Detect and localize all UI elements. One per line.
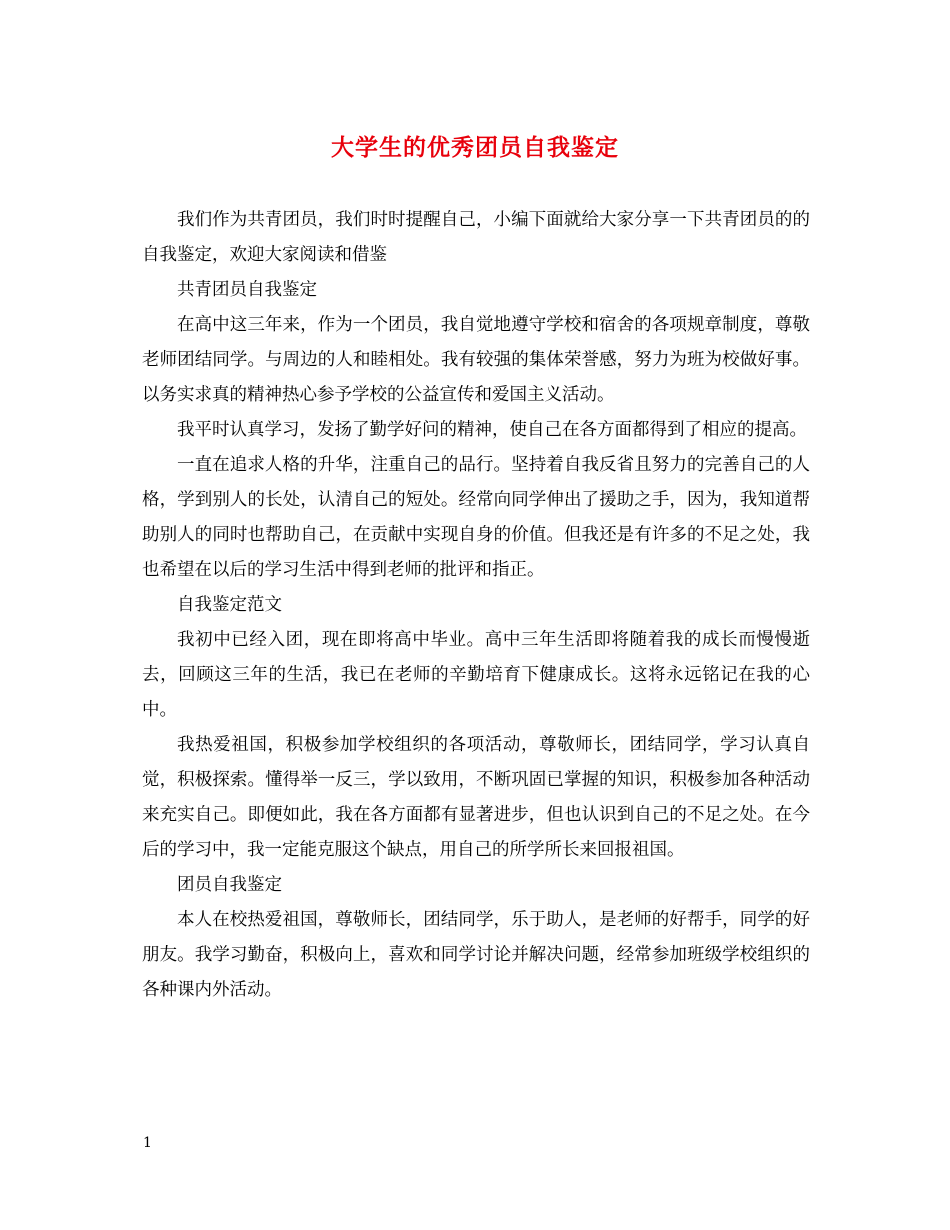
section-heading-2: 自我鉴定范文 <box>177 595 282 615</box>
section-heading-3: 团员自我鉴定 <box>177 875 282 895</box>
page-number: 1 <box>143 1135 152 1151</box>
document-title: 大学生的优秀团员自我鉴定 <box>331 134 619 161</box>
paragraph: 我热爱祖国，积极参加学校组织的各项活动，尊敬师长，团结同学，学习认真自觉，积极探索。懂得举一反三，学以致用，不断巩固已掌握的知识，积极参加各种活动来充实自己。即便如此，我在各方面都有显著进步，但也认识到自己的不足之处。在今后的学习中，我一定能克服这个缺点，用自己的所学所长来回报祖国。 <box>142 735 810 860</box>
section-heading-1: 共青团员自我鉴定 <box>177 280 317 300</box>
document-body <box>142 203 810 1008</box>
paragraph: 我平时认真学习，发扬了勤学好问的精神，使自己在各方面都得到了相应的提高。 <box>177 420 807 440</box>
paragraph: 我初中已经入团，现在即将高中毕业。高中三年生活即将随着我的成长而慢慢逝去，回顾这三年的生活，我已在老师的辛勤培育下健康成长。这将永远铭记在我的心中。 <box>142 630 810 720</box>
paragraph-intro: 我们作为共青团员，我们时时提醒自己，小编下面就给大家分享一下共青团员的的自我鉴定，欢迎大家阅读和借鉴 <box>142 210 810 265</box>
paragraph: 一直在追求人格的升华，注重自己的品行。坚持着自我反省且努力的完善自己的人格，学到别人的长处，认清自己的短处。经常向同学伸出了援助之手，因为，我知道帮助别人的同时也帮助自己，在贡献中实现自身的价值。但我还是有许多的不足之处，我也希望在以后的学习生活中得到老师的批评和指正。 <box>142 455 810 580</box>
paragraph: 在高中这三年来，作为一个团员，我自觉地遵守学校和宿舍的各项规章制度，尊敬老师团结同学。与周边的人和睦相处。我有较强的集体荣誉感，努力为班为校做好事。以务实求真的精神热心参予学校的公益宣传和爱国主义活动。 <box>142 315 810 405</box>
paragraph: 本人在校热爱祖国，尊敬师长，团结同学，乐于助人，是老师的好帮手，同学的好朋友。我学习勤奋，积极向上，喜欢和同学讨论并解决问题，经常参加班级学校组织的各种课内外活动。 <box>142 910 810 1000</box>
